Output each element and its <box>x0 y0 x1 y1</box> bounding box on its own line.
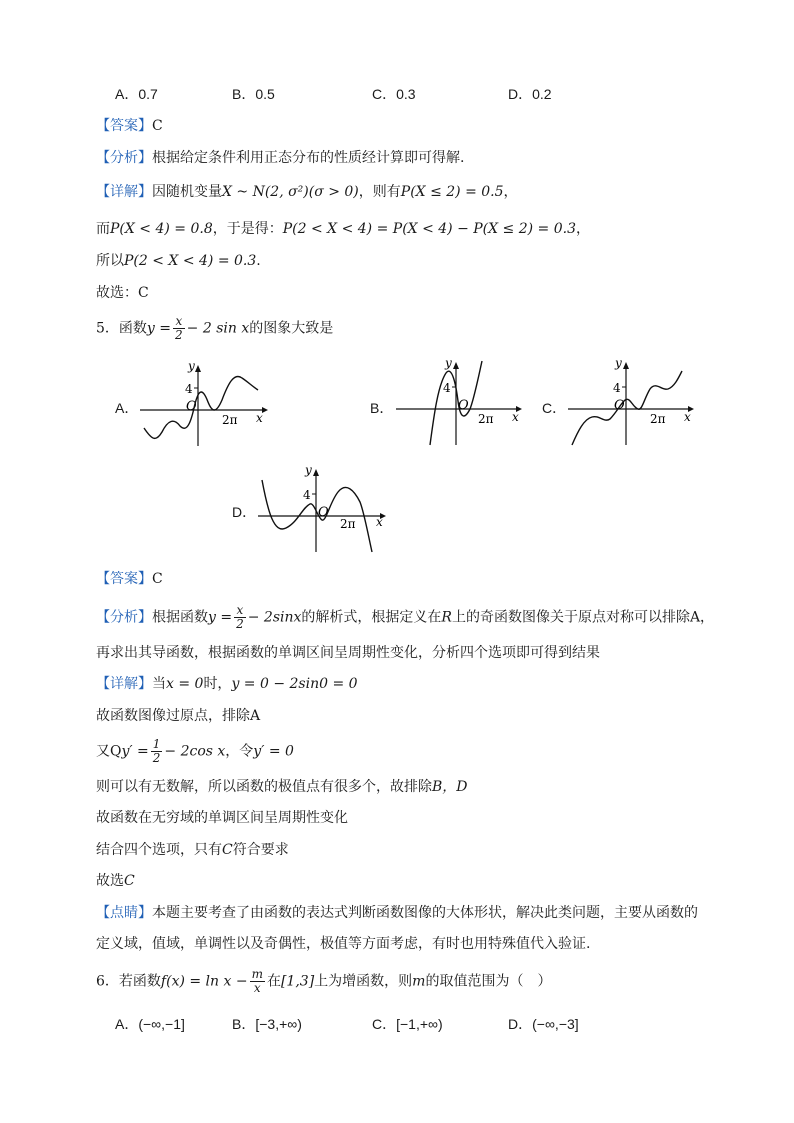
math-expression: P(2 < X < 4) = 0.3 <box>124 253 257 269</box>
origin-label: O <box>318 505 329 520</box>
fraction <box>173 315 185 342</box>
q5-answer <box>96 569 163 589</box>
x-tick-label: 2π <box>340 517 356 531</box>
detail-text: 而 <box>96 221 110 237</box>
stem-text: 的取值范围为（ ） <box>425 973 552 990</box>
graph-c <box>566 355 698 447</box>
q5-comment-line-1 <box>96 903 698 923</box>
graph-b <box>394 355 526 447</box>
analysis-text: 上的奇函数图像关于原点对称可以排除A， <box>451 609 715 626</box>
detail-text: 故选 <box>96 873 124 889</box>
math-expression: C <box>124 873 135 889</box>
x-tick-label: 2π <box>222 413 238 427</box>
graph-label-b: B． <box>370 400 394 416</box>
detail-text: ， <box>576 221 590 237</box>
math-expression: X ~ N(2, σ²)(σ > 0) <box>222 184 359 200</box>
function-curve <box>144 376 258 438</box>
x-axis-label: x <box>256 411 263 425</box>
fraction-numerator: m <box>251 967 263 981</box>
detail-text: . <box>256 253 261 269</box>
detail-tag: 【详解】 <box>96 676 152 692</box>
detail-text: 因随机变量 <box>152 184 222 200</box>
y-axis-label: y <box>188 360 195 373</box>
fraction <box>250 968 265 995</box>
math-expression: B，D <box>432 779 468 795</box>
fraction <box>151 738 163 765</box>
y-tick-label: 4 <box>613 381 621 395</box>
math-expression: m <box>412 973 426 990</box>
x-axis-label: x <box>376 515 383 529</box>
answer-value: C <box>152 118 163 134</box>
q5-analysis-line-1 <box>96 604 714 631</box>
stem-text: 的图象大致是 <box>249 320 334 337</box>
detail-text: 符合要求 <box>232 842 289 858</box>
math-expression: − 2sinx <box>247 609 302 626</box>
question-number: 6．若函数 <box>96 973 161 990</box>
detail-text: 结合四个选项，只有 <box>96 842 222 858</box>
q5-comment-line-2: 定义域，值域，单调性以及奇偶性，极值等方面考虑，有时也用特殊值代入验证. <box>96 936 591 952</box>
origin-label: O <box>614 398 625 413</box>
graph-d <box>256 462 390 554</box>
question-number: 5．函数 <box>96 320 147 337</box>
detail-text: ，令 <box>225 743 254 760</box>
fraction-numerator: 1 <box>152 737 161 751</box>
x-arrow <box>262 407 268 413</box>
answer-tag: 【答案】 <box>96 571 152 587</box>
analysis-text: 的解析式，根据定义在 <box>301 609 442 626</box>
q5-detail-line-6 <box>96 840 289 860</box>
q4-analysis <box>96 148 464 168</box>
x-axis-label: x <box>512 410 519 424</box>
q5-analysis-line-2: 再求出其导函数，根据函数的单调区间呈周期性变化，分析四个选项即可得到结果 <box>96 645 600 661</box>
q4-detail-line-1 <box>96 182 518 202</box>
q5-detail-line-5: 故函数在无穷域的单调区间呈周期性变化 <box>96 810 348 826</box>
q6-option-c: C．[−1,+∞) <box>372 1016 443 1032</box>
origin-label: O <box>186 399 197 414</box>
analysis-tag: 【分析】 <box>96 150 152 166</box>
math-expression: P(2 < X < 4) = P(X < 4) − P(X ≤ 2) = 0.3 <box>282 221 576 237</box>
y-arrow <box>623 362 629 369</box>
fraction-denominator: x <box>253 981 261 995</box>
detail-text: ， <box>503 184 518 200</box>
analysis-tag: 【分析】 <box>96 609 152 626</box>
q5-detail-line-3 <box>96 738 294 765</box>
q5-choose <box>96 871 135 891</box>
analysis-text: 根据给定条件利用正态分布的性质经计算即可得解. <box>152 150 465 166</box>
q4-option-a: A．0.7 <box>115 86 158 102</box>
math-expression: f(x) = ln x − <box>160 973 248 990</box>
math-expression: − 2cos x <box>164 743 226 760</box>
math-expression: y′ = 0 <box>253 743 294 760</box>
function-curve <box>572 371 682 445</box>
q4-option-c: C．0.3 <box>372 86 416 102</box>
y-tick-label: 4 <box>185 382 193 396</box>
q4-choose: 故选：C <box>96 285 149 301</box>
graph-label-c: C． <box>542 400 567 416</box>
q6-option-d: D．(−∞,−3] <box>508 1016 579 1032</box>
q4-option-b: B．0.5 <box>232 86 275 102</box>
analysis-text: 根据函数 <box>152 609 208 626</box>
q5-detail-line-1 <box>96 674 358 694</box>
math-expression: x = 0 <box>166 676 204 692</box>
answer-tag: 【答案】 <box>96 118 152 134</box>
q5-stem <box>96 315 333 342</box>
q6-option-b: B．[−3,+∞) <box>232 1016 302 1032</box>
y-axis-label: y <box>305 463 312 477</box>
math-expression: R <box>441 609 452 626</box>
fraction-denominator: 2 <box>152 751 161 765</box>
stem-text: 在 <box>266 973 281 990</box>
math-expression: [1,3] <box>280 973 315 990</box>
fraction-denominator: 2 <box>175 328 183 342</box>
math-expression: y′ = <box>121 743 149 760</box>
answer-value: C <box>152 571 163 587</box>
math-expression: P(X < 4) = 0.8 <box>110 221 213 237</box>
detail-text: 所以 <box>96 253 124 269</box>
x-tick-label: 2π <box>650 412 666 426</box>
y-arrow <box>453 362 459 369</box>
fraction <box>234 604 246 631</box>
x-axis-label: x <box>684 410 691 424</box>
x-tick-label: 2π <box>478 412 494 426</box>
math-expression: P(X ≤ 2) = 0.5 <box>400 184 504 200</box>
y-axis-label: y <box>615 356 622 370</box>
comment-text: 本题主要考查了由函数的表达式判断函数图像的大体形状，解决此类问题，主要从函数的 <box>152 905 698 921</box>
fraction-numerator: x <box>173 315 185 329</box>
q4-detail-line-2 <box>96 219 590 239</box>
y-tick-label: 4 <box>443 381 451 395</box>
detail-text: 又Q <box>96 743 122 760</box>
math-expression: − 2 sin x <box>186 320 250 337</box>
q4-answer <box>96 116 163 136</box>
q4-option-d: D．0.2 <box>508 86 552 102</box>
comment-tag: 【点睛】 <box>96 905 152 921</box>
detail-text: 则可以有无数解，所以函数的极值点有很多个，故排除 <box>96 779 432 795</box>
detail-text: ，则有 <box>358 184 401 200</box>
fraction-denominator: 2 <box>236 617 244 631</box>
detail-tag: 【详解】 <box>96 184 152 200</box>
q4-detail-line-3 <box>96 251 261 271</box>
y-arrow <box>313 469 319 476</box>
graph-a <box>138 360 272 448</box>
detail-text: 时， <box>203 676 232 692</box>
math-expression: C <box>222 842 233 858</box>
math-expression: y = <box>208 609 233 626</box>
q6-option-a: A．(−∞,−1] <box>115 1016 185 1032</box>
graph-label-a: A． <box>115 400 139 416</box>
q5-detail-line-4 <box>96 777 468 797</box>
detail-text: ，于是得： <box>212 221 283 237</box>
y-arrow <box>195 365 201 372</box>
detail-text: 当 <box>152 676 166 692</box>
math-expression: y = <box>146 320 172 337</box>
y-tick-label: 4 <box>303 488 311 502</box>
stem-text: 上为增函数，则 <box>314 973 413 990</box>
math-expression: y = 0 − 2sin0 = 0 <box>231 676 358 692</box>
fraction-numerator: x <box>234 604 246 618</box>
q6-stem <box>96 968 551 995</box>
origin-label: O <box>458 398 469 413</box>
q5-detail-line-2: 故函数图像过原点，排除A <box>96 708 261 724</box>
graph-label-d: D． <box>232 504 257 520</box>
y-axis-label: y <box>445 356 452 370</box>
